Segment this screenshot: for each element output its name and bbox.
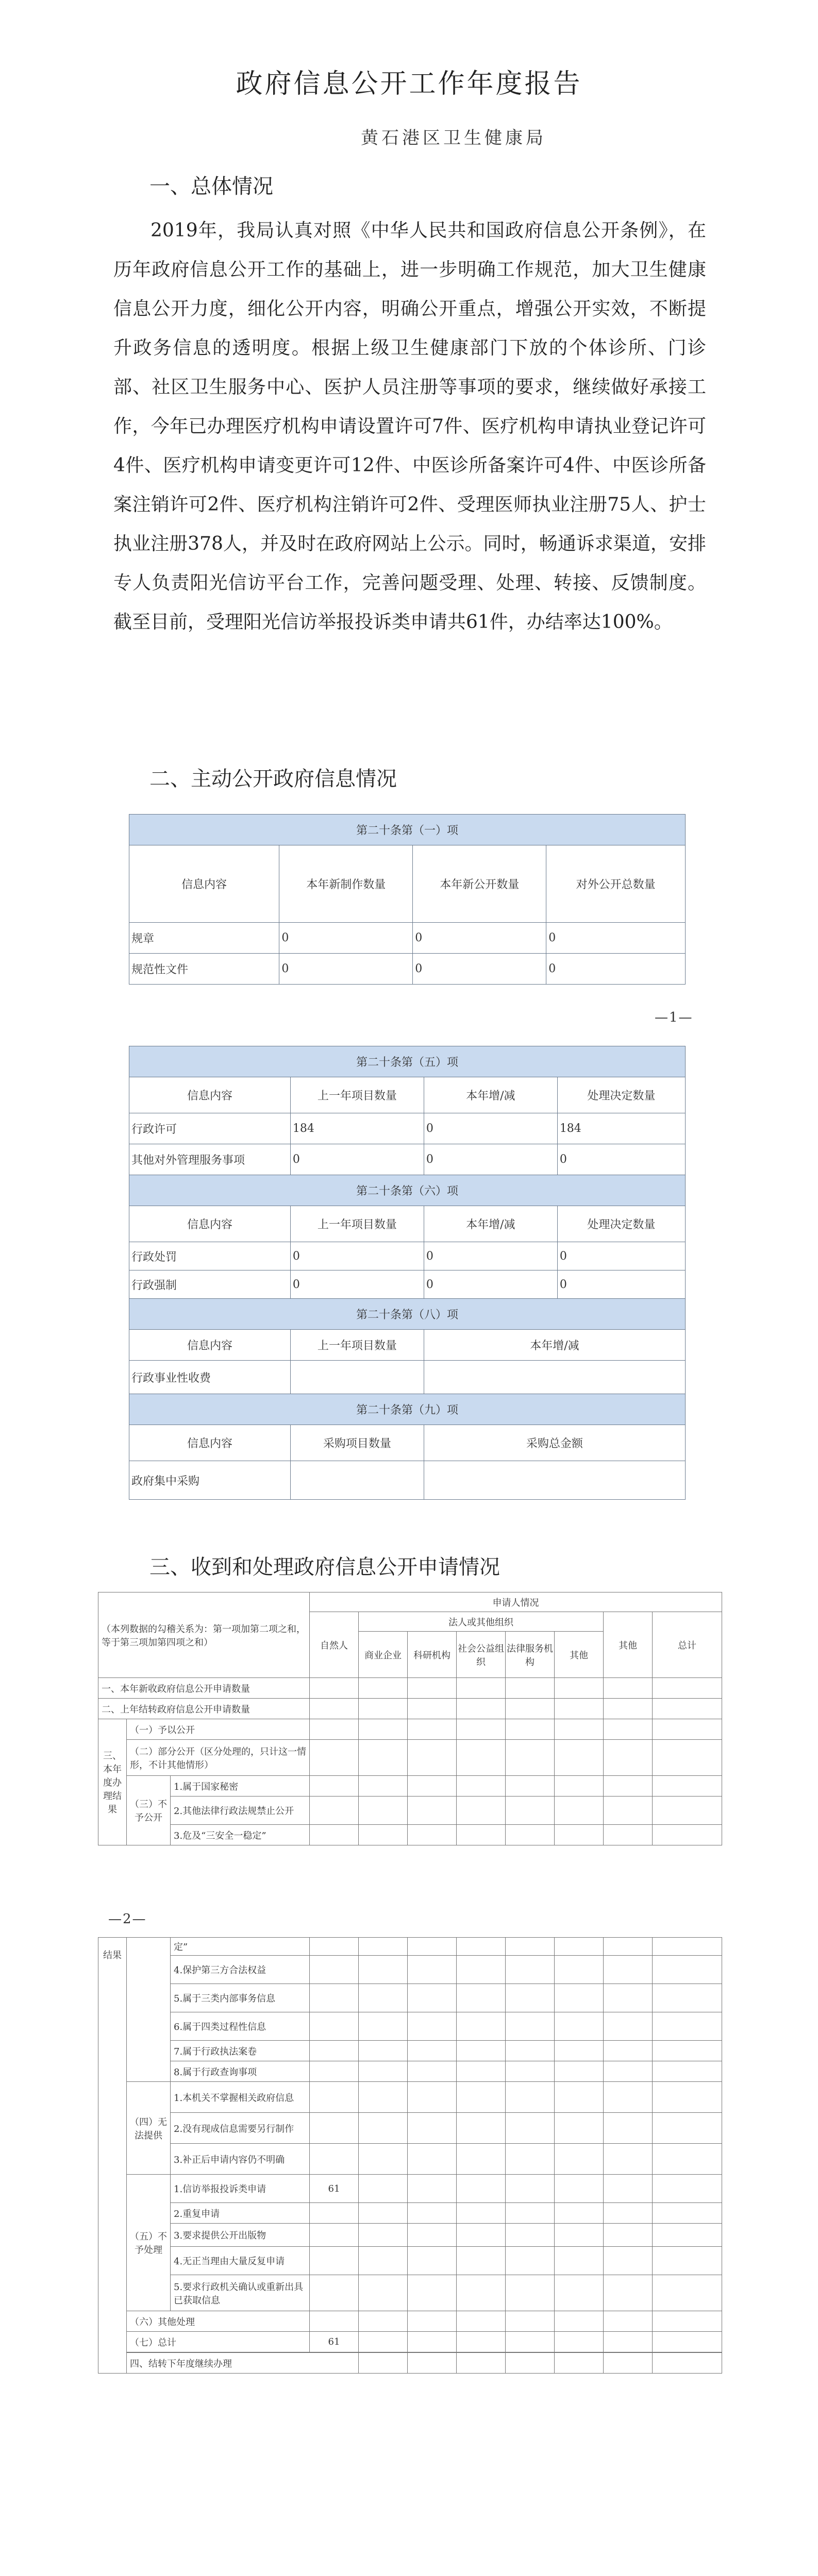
col-header: 总计 [653,1612,722,1678]
row-label: 二、上年结转政府信息公开申请数量 [98,1699,310,1719]
row-label: 5.要求行政机关确认或重新出具已获取信息 [171,2275,310,2311]
table-cell: 0 [546,923,686,954]
table-cell: 0 [413,954,546,985]
table-heading: 第二十条第（八）项 [129,1299,686,1330]
col-header: 社会公益组织 [457,1632,506,1678]
row-label: 2.没有现成信息需要另行制作 [171,2113,310,2144]
col-header: 其他 [555,1632,604,1678]
table-cell [290,1461,424,1500]
row-label: 其他对外管理服务事项 [129,1144,291,1175]
row-label: 1.本机关不掌握相关政府信息 [171,2082,310,2113]
col-header: 上一年项目数量 [290,1206,424,1242]
section-heading-overview: 一、总体情况 [149,175,273,198]
table-applications-part1 [98,1592,722,1845]
row-label: 2.重复申请 [171,2203,310,2224]
row-label: 1.属于国家秘密 [171,1776,310,1797]
table-cell [424,1361,685,1394]
page-number: —2— [108,1911,147,1927]
row-label: 一、本年新收政府信息公开申请数量 [98,1678,310,1699]
section-heading-active-disclosure: 二、主动公开政府信息情况 [149,767,397,791]
table-cell: 0 [290,1144,424,1175]
row-label: （一）予以公开 [127,1719,310,1740]
issuer: 黄石港区卫生健康局 [361,128,546,148]
table-applications-part2 [98,1937,722,2374]
col-header: 上一年项目数量 [290,1077,424,1113]
row-subgroup-label: （三）不予公开 [127,1776,171,1845]
row-label: 行政事业性收费 [129,1361,291,1394]
table-cell: 0 [279,954,413,985]
col-group-header: 申请人情况 [310,1592,722,1612]
page-title: 政府信息公开工作年度报告 [236,69,582,99]
col-header: 上一年项目数量 [290,1330,424,1361]
col-header: 处理决定数量 [557,1206,685,1242]
row-label: 行政处罚 [129,1242,291,1270]
row-label: 8.属于行政查询事项 [171,2061,310,2082]
table-cell: 0 [424,1113,557,1144]
table-cell: 0 [424,1242,557,1270]
table-cell: 0 [424,1144,557,1175]
col-header: 信息内容 [129,1425,291,1461]
row-label: 行政许可 [129,1113,291,1144]
col-header: 本年增/减 [424,1077,557,1113]
overview-paragraph: 2019年，我局认真对照《中华人民共和国政府信息公开条例》，在历年政府信息公开工作的基础上，进一步明确工作规范，加大卫生健康信息公开力度，细化公开内容，明确公开重点，增强公开实效，不断提升政务信息的透明度。根据上级卫生健康部门下放的个体诊所、门诊部、社区卫生服务中心、医护人员注册等事项的要求，继续做好承接工作，今年已办理医疗机构申请设置许可7件、医疗机构申请执业登记许可4件、医疗机构申请变更许可12件、中医诊所备案许可4件、中医诊所备案注销许可2件、医疗机构注销许可2件、受理医师执业注册75人、护士执业注册378人，并及时在政府网站上公示。同时，畅通诉求渠道，安排专人负责阳光信访平台工作，完善问题受理、处理、转接、反馈制度。截至目前，受理阳光信访举报投诉类申请共61件，办结率达100%。 [113,220,706,633]
row-label: 3.要求提供公开出版物 [171,2224,310,2247]
col-header: 法律服务机构 [506,1632,555,1678]
row-label: 3.补正后申请内容仍不明确 [171,2144,310,2175]
row-label: 行政强制 [129,1270,291,1299]
row-label: 1.信访举报投诉类申请 [171,2175,310,2203]
col-header: 处理决定数量 [557,1077,685,1113]
col-header: 科研机构 [408,1632,457,1678]
table-cell [424,1461,685,1500]
row-label: 2.其他法律行政法规禁止公开 [171,1797,310,1825]
table-cell: 0 [546,954,686,985]
table-cell: 0 [557,1242,685,1270]
row-label: 定” [171,1938,310,1956]
col-header: 自然人 [310,1612,359,1678]
table-cell: 0 [424,1270,557,1299]
row-label: （六）其他处理 [127,2311,310,2332]
table-heading: 第二十条第（五）项 [129,1046,686,1077]
col-header: 其他 [604,1612,653,1678]
col-header: 信息内容 [129,1206,291,1242]
row-label: （二）部分公开（区分处理的，只计这一情形，不计其他情形） [127,1740,310,1776]
col-header: 信息内容 [129,1077,291,1113]
col-header: 信息内容 [129,845,279,923]
corner-note: （本列数据的勾稽关系为：第一项加第二项之和，等于第三项加第四项之和） [98,1592,310,1678]
row-label: 4.无正当理由大量反复申请 [171,2247,310,2275]
section-heading-applications: 三、收到和处理政府信息公开申请情况 [149,1555,500,1579]
row-label: 四、结转下年度继续办理 [127,2353,359,2374]
table-cell: 0 [557,1270,685,1299]
row-subgroup-label: （五）不予处理 [127,2175,171,2311]
row-subgroup-label: （四）无法提供 [127,2082,171,2175]
table-cell: 0 [290,1270,424,1299]
row-label: 3.危及“三安全一稳定” [171,1825,310,1845]
col-header: 采购项目数量 [290,1425,424,1461]
row-label: 4.保护第三方合法权益 [171,1956,310,1984]
table-rule20-items5-9 [129,1046,686,1500]
col-header: 本年增/减 [424,1206,557,1242]
col-header: 对外公开总数量 [546,845,686,923]
table-cell: 0 [290,1242,424,1270]
table-cell: 0 [279,923,413,954]
col-header: 商业企业 [359,1632,408,1678]
row-group-label: 结果 [98,1938,127,2374]
table-rule20-item1 [129,814,686,985]
row-group-label: 三、本年度办理结果 [98,1719,127,1845]
table-cell: 184 [557,1113,685,1144]
table-heading: 第二十条第（六）项 [129,1175,686,1206]
row-label: 6.属于四类过程性信息 [171,2012,310,2041]
col-header: 本年新公开数量 [413,845,546,923]
table-heading: 第二十条第（九）项 [129,1394,686,1425]
table-cell: 0 [413,923,546,954]
table-cell: 0 [557,1144,685,1175]
row-label: 7.属于行政执法案卷 [171,2041,310,2061]
row-label: 政府集中采购 [129,1461,291,1500]
table-cell: 184 [290,1113,424,1144]
page-number: —1— [655,1010,693,1025]
col-header: 本年新制作数量 [279,845,413,923]
row-label: 规范性文件 [129,954,279,985]
row-label: 5.属于三类内部事务信息 [171,1984,310,2012]
row-label: （七）总计 [127,2332,310,2352]
col-group-header: 法人或其他组织 [359,1612,604,1632]
col-header: 信息内容 [129,1330,291,1361]
table-cell: 61 [310,2175,359,2203]
table-heading: 第二十条第（一）项 [129,815,686,845]
row-label: 规章 [129,923,279,954]
table-cell: 61 [310,2332,359,2352]
table-cell [290,1361,424,1394]
col-header: 采购总金额 [424,1425,685,1461]
col-header: 本年增/减 [424,1330,685,1361]
